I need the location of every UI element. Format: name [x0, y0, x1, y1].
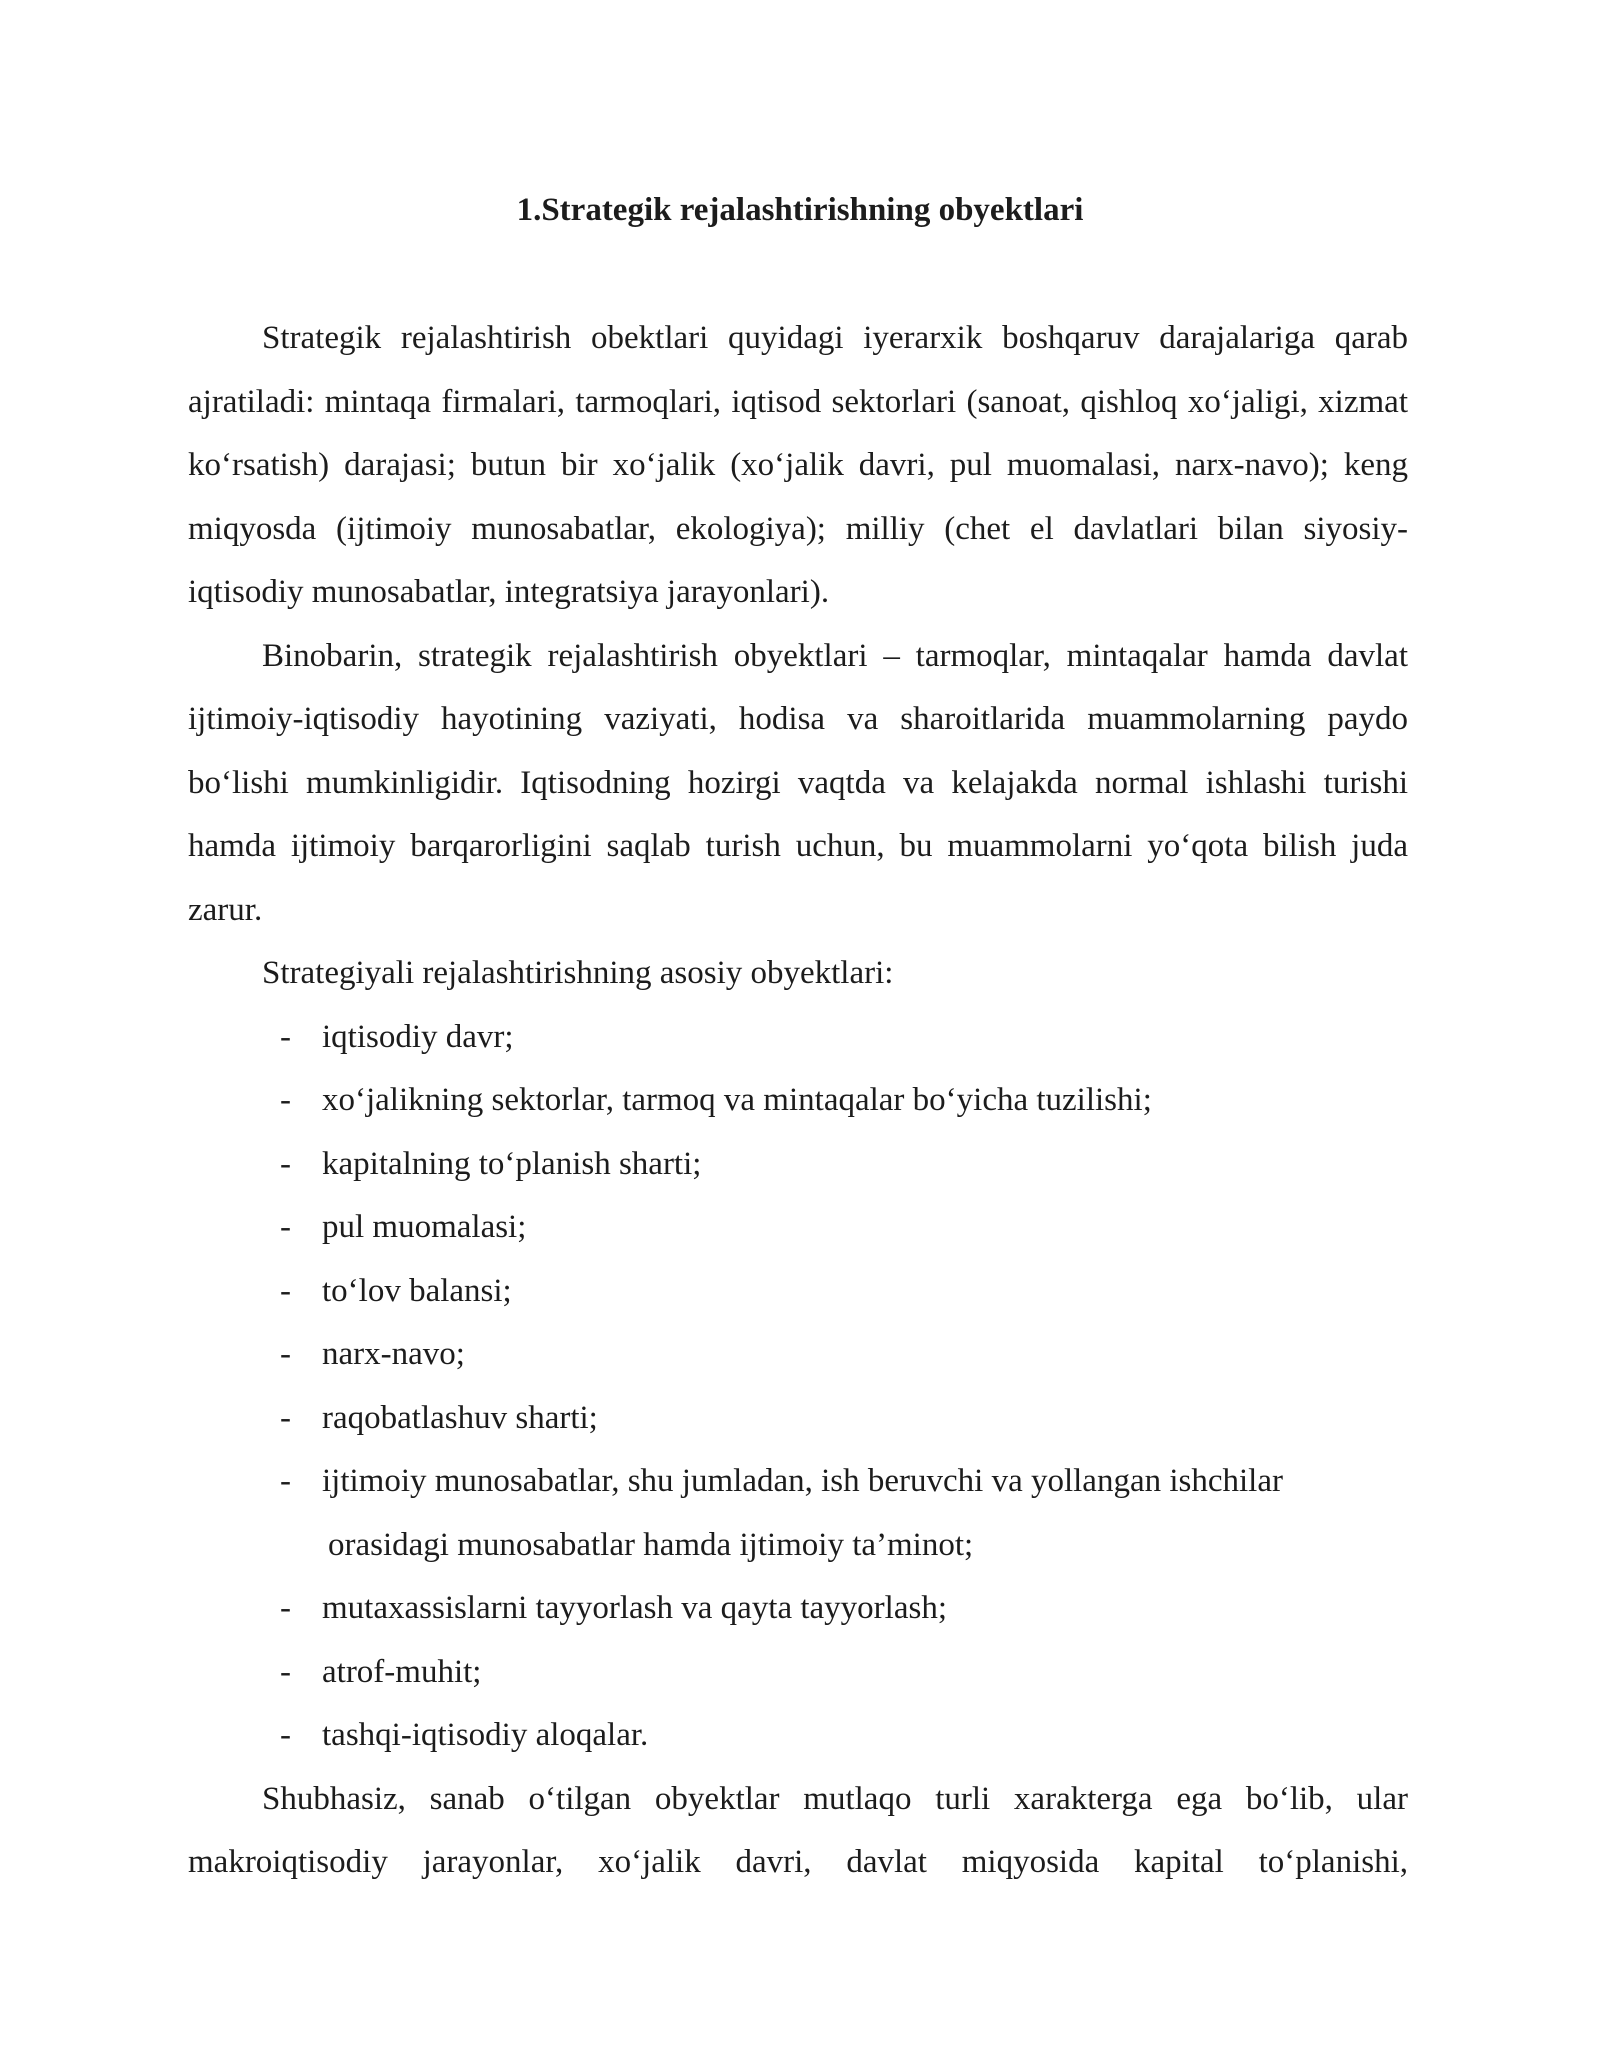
list-dash: -: [280, 1590, 291, 1626]
list-item: [188, 1196, 1408, 1260]
list-dash: -: [280, 1336, 291, 1372]
list-item: [188, 1577, 1408, 1641]
objects-list: [188, 1006, 1408, 1768]
list-dash: -: [280, 1463, 291, 1499]
paragraph-objects-definition: Binobarin, strategik rejalashtirish obyektlari – tarmoqlar, mintaqalar hamda davlat ijtimoiy-iqtisodiy hayotining vaziyati, hodisa va sharoitlarida muammolarning paydo bo‘lishi mumkinligidir. Iqtisodning hozirgi vaqtda va kelajakda normal ishlashi turishi hamda ijtimoiy barqarorligini saqlab turish uchun, bu muammolarni yo‘qota bilish juda zarur.: [188, 637, 1408, 928]
list-item-continuation: orasidagi munosabatlar hamda ijtimoiy ta’minot;: [328, 1526, 974, 1563]
list-item: [188, 1387, 1408, 1451]
list-item-text: mutaxassislarni tayyorlash va qayta tayyorlash;: [322, 1590, 948, 1626]
list-item-text: xo‘jalikning sektorlar, tarmoq va mintaqalar bo‘yicha tuzilishi;: [322, 1082, 1152, 1118]
paragraph-objects-levels: Strategik rejalashtirish obektlari quyidagi iyerarxik boshqaruv darajalariga qarab ajratiladi: mintaqa firmalari, tarmoqlari, iqtisod sektorlari (sanoat, qishloq xo‘jaligi, xizmat ko‘rsatish) darajasi; butun bir xo‘jalik (xo‘jalik davri, pul muomalasi, narx-navo); keng miqyosda (ijtimoiy munosabatlar, ekologiya); milliy (chet el davlatlari bilan siyosiy-iqtisodiy munosabatlar, integratsiya jarayonlari).: [188, 320, 1408, 610]
list-item-text: pul muomalasi;: [322, 1209, 527, 1245]
list-intro: Strategiyali rejalashtirishning asosiy obyektlari:: [262, 955, 894, 991]
list-item: [188, 1260, 1408, 1324]
list-dash: -: [280, 1082, 291, 1118]
list-item: [188, 1641, 1408, 1705]
list-item-text: iqtisodiy davr;: [322, 1018, 514, 1055]
list-item-text: atrof-muhit;: [322, 1653, 482, 1690]
list-item-text: kapitalning to‘planish sharti;: [322, 1145, 702, 1182]
list-item: [188, 1069, 1408, 1133]
list-item-text: raqobatlashuv sharti;: [322, 1399, 598, 1436]
list-dash: -: [280, 1399, 291, 1436]
list-item: [188, 1704, 1408, 1768]
list-item: [188, 1006, 1408, 1070]
list-dash: -: [280, 1653, 291, 1690]
list-dash: -: [280, 1209, 291, 1245]
list-dash: -: [280, 1145, 291, 1182]
list-item-text: tashqi-iqtisodiy aloqalar.: [322, 1717, 649, 1753]
list-item-text: to‘lov balansi;: [322, 1272, 512, 1309]
list-item: [188, 1133, 1408, 1197]
list-item: [188, 1450, 1408, 1577]
list-item-text: ijtimoiy munosabatlar, shu jumladan, ish beruvchi va yollangan ishchilar: [322, 1463, 1283, 1499]
list-item: [188, 1323, 1408, 1387]
list-dash: -: [280, 1272, 291, 1309]
paragraph-closing: Shubhasiz, sanab o‘tilgan obyektlar mutlaqo turli xarakterga ega bo‘lib, ular makroiqtisodiy jarayonlar, xo‘jalik davri, davlat miqyosida kapital to‘planishi,: [188, 1780, 1408, 1880]
list-dash: -: [280, 1018, 291, 1055]
list-dash: -: [280, 1717, 291, 1753]
list-item-text: narx-navo;: [322, 1336, 465, 1372]
document-title: 1.Strategik rejalashtirishning obyektlari: [516, 192, 1084, 228]
document-body: [188, 307, 1408, 1895]
